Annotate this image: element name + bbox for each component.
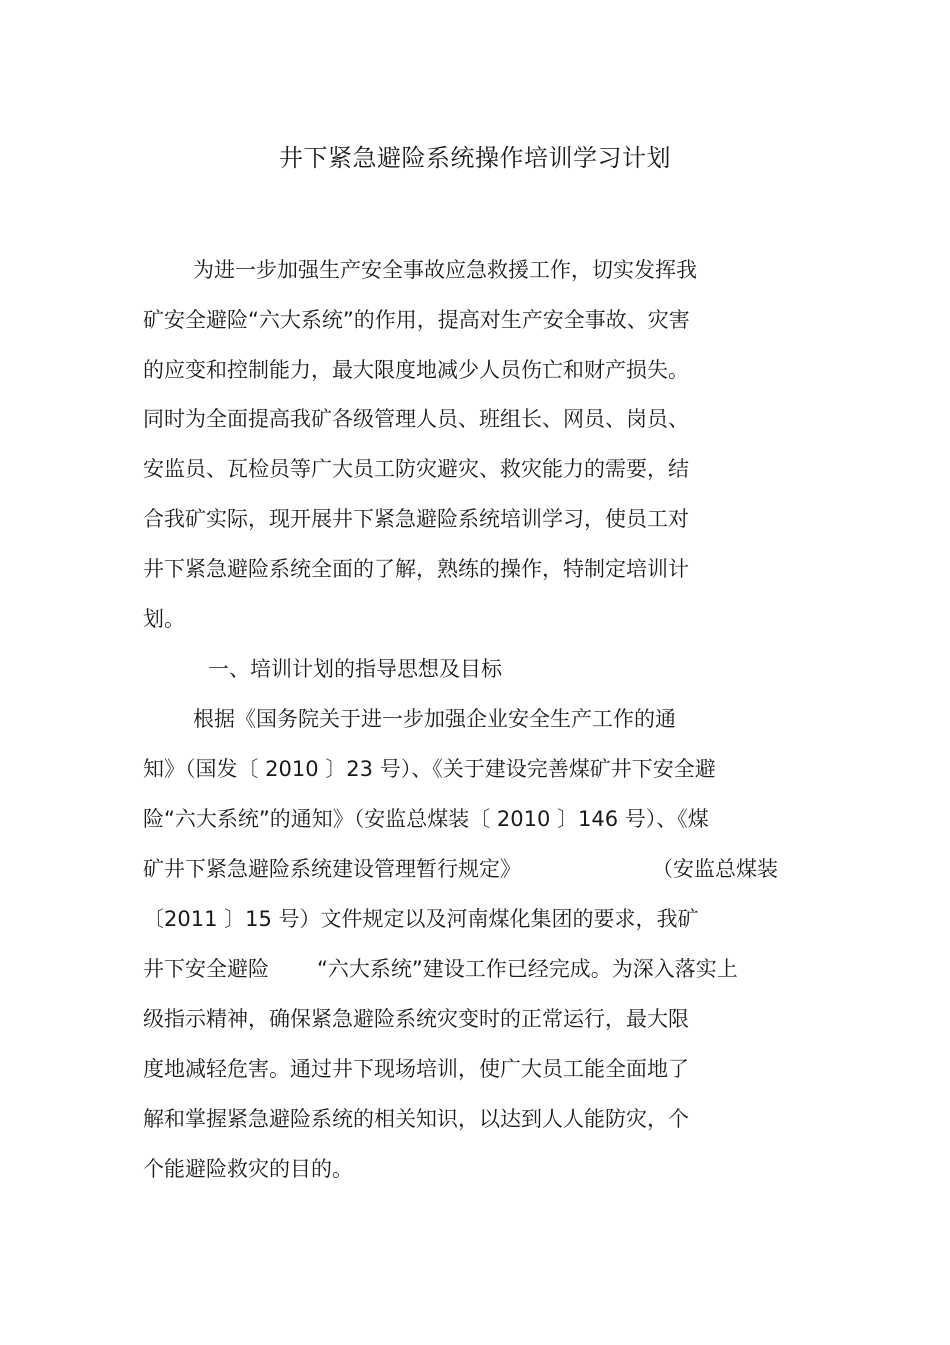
intro-line: 矿安全避险“六大系统”的作用，提高对生产安全事故、灾害 <box>143 308 690 332</box>
body-line: 个能避险救灾的目的。 <box>143 1157 353 1181</box>
intro-line: 为进一步加强生产安全事故应急救援工作，切实发挥我 <box>193 258 697 282</box>
body-line: 级指示精神，确保紧急避险系统灾变时的正常运行，最大限 <box>143 1007 689 1031</box>
body-line: 知》（国发〔 2010 〕23 号）、《关于建设完善煤矿井下安全避 <box>143 757 716 781</box>
body-line-tail: “六大系统”建设工作已经完成。为深入落实上 <box>317 957 738 981</box>
intro-line: 合我矿实际，现开展井下紧急避险系统培训学习，使员工对 <box>143 507 689 531</box>
section-heading: 一、培训计划的指导思想及目标 <box>208 657 502 681</box>
body-line: 根据《国务院关于进一步加强企业安全生产工作的通 <box>193 707 676 731</box>
body-line-tail: （安监总煤装 <box>652 857 778 881</box>
body-line: 解和掌握紧急避险系统的相关知识，以达到人人能防灾，个 <box>143 1107 689 1131</box>
intro-line: 的应变和控制能力，最大限度地减少人员伤亡和财产损失。 <box>143 358 689 382</box>
body-line: 〔2011 〕15 号）文件规定以及河南煤化集团的要求，我矿 <box>143 907 699 931</box>
intro-line: 井下紧急避险系统全面的了解，熟练的操作，特制定培训计 <box>143 557 689 581</box>
body-line: 矿井下紧急避险系统建设管理暂行规定》 <box>143 857 521 881</box>
body-line: 度地减轻危害。通过井下现场培训，使广大员工能全面地了 <box>143 1057 689 1081</box>
intro-line: 安监员、瓦检员等广大员工防灾避灾、救灾能力的需要，结 <box>143 457 689 481</box>
intro-line: 划。 <box>143 607 185 631</box>
document-title: 井下紧急避险系统操作培训学习计划 <box>279 144 671 172</box>
body-line: 险“六大系统”的通知》（安监总煤装〔 2010 〕146 号）、《煤 <box>143 807 709 831</box>
intro-line: 同时为全面提高我矿各级管理人员、班组长、网员、岗员、 <box>143 407 689 431</box>
body-line: 井下安全避险 <box>143 957 269 981</box>
